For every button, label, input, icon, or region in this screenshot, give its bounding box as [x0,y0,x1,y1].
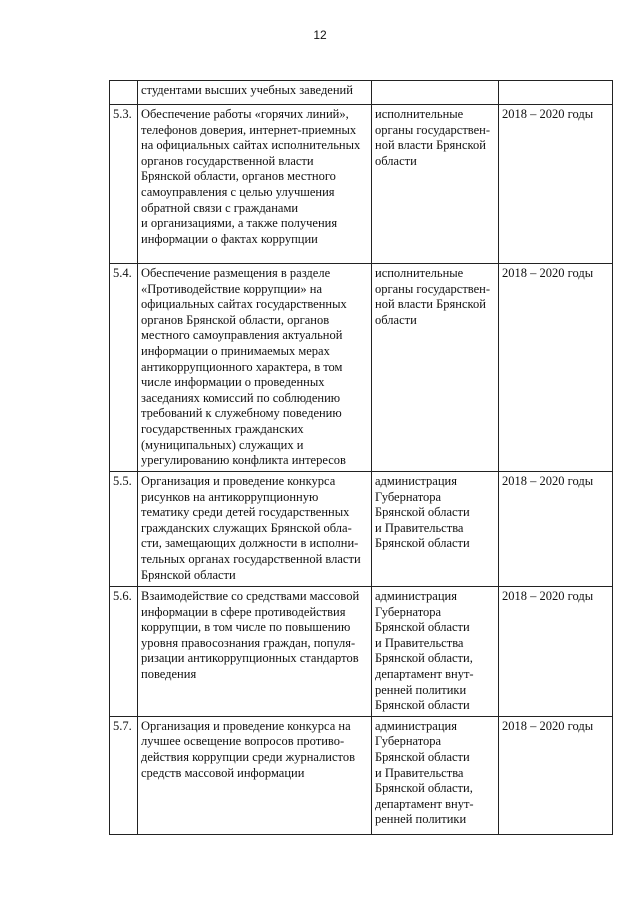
table-body [110,81,613,835]
implementation-period: 2018 – 2020 годы [499,264,613,472]
item-number: 5.6. [110,587,138,717]
item-number [110,81,138,105]
table-row [110,587,613,717]
implementation-period: 2018 – 2020 годы [499,587,613,717]
responsible-executor [372,81,499,105]
measure-description-text: Организация и проведение конкурса рисунков на антикоррупционную тематику среди детей государственных гражданских служащих Брянской обла- сти, замещающих должности в исполни- тельных органах государственной власти Брянской области [141,474,361,582]
responsible-executor-text: администрация Губернатора Брянской области и Правительства Брянской области, департамент внут- ренней политики [375,718,474,827]
measure-description [138,716,372,834]
item-number: 5.7. [110,716,138,834]
implementation-period: 2018 – 2020 годы [499,105,613,264]
responsible-executor [372,472,499,587]
responsible-executor [372,587,499,717]
measure-description-text: Организация и проведение конкурса на лучшее освещение вопросов противо- действия коррупции среди журналистов средств массовой информации [141,718,355,780]
measure-description-text: Взаимодействие со средствами массовой информации в сфере противодействия коррупции, в том числе по повышению уровня правосознания граждан, популя- ризации антикоррупционных стандартов поведения [141,589,360,681]
page-number: 12 [313,28,327,42]
measure-description-text: Обеспечение работы «горячих линий», телефонов доверия, интернет-приемных на официальных сайтах исполнительных органов государственной власти Брянской области, органов местного самоуправления с целью улучшения обратной связи с гражданами и организациями, а также получения информации о фактах коррупции [141,107,361,246]
measure-description [138,587,372,717]
responsible-executor-text: исполнительные органы государствен- ной власти Брянской области [375,107,491,168]
measure-description-text: Обеспечение размещения в разделе «Противодействие коррупции» на официальных сайтах государственных органов Брянской области, органов местного самоуправления актуальной информации о принимаемых мерах антикоррупционного характера, в том числе информации о проведенных заседаниях комиссий по соблюдению требований к служебному поведению государственных гражданских (муниципальных) служащих и урегулированию конфликта интересов [141,266,347,468]
table-row [110,105,613,264]
measure-description [138,81,372,105]
table-row [110,716,613,834]
anticorruption-plan-table [109,80,613,835]
implementation-period [499,81,613,105]
measure-description-text: студентами высших учебных заведений [141,83,353,97]
item-number: 5.5. [110,472,138,587]
table-row [110,264,613,472]
table-row [110,81,613,105]
measure-description [138,105,372,264]
responsible-executor-text: администрация Губернатора Брянской области и Правительства Брянской области [375,474,470,551]
responsible-executor [372,716,499,834]
item-number: 5.4. [110,264,138,472]
measure-description [138,264,372,472]
measure-description [138,472,372,587]
responsible-executor [372,264,499,472]
responsible-executor-text: администрация Губернатора Брянской области и Правительства Брянской области, департамент внут- ренней политики Брянской области [375,589,474,713]
implementation-period: 2018 – 2020 годы [499,472,613,587]
responsible-executor [372,105,499,264]
table-row [110,472,613,587]
implementation-period: 2018 – 2020 годы [499,716,613,834]
item-number: 5.3. [110,105,138,264]
responsible-executor-text: исполнительные органы государствен- ной власти Брянской области [375,266,491,327]
